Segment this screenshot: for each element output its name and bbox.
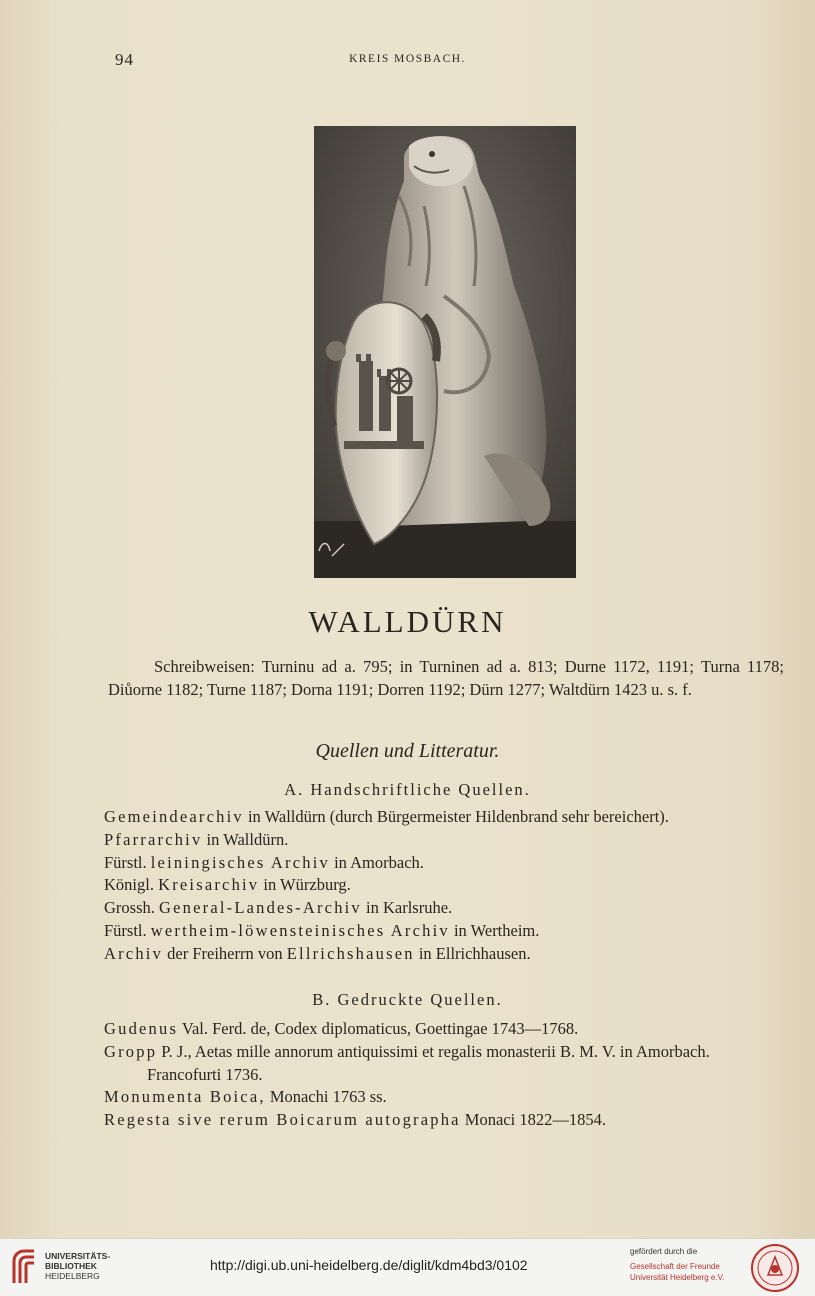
running-head: KREIS MOSBACH. [349, 53, 466, 65]
list-item: Königl. Kreisarchiv in Würzburg. [104, 875, 351, 895]
list-item: Fürstl. wertheim-löwensteinisches Archiv in Wertheim. [104, 920, 540, 940]
place-title: WALLDÜRN [308, 604, 507, 639]
spellings-paragraph: Schreibweisen: Turninu ad a. 795; in Turninen ad a. 813; Durne 1172, 1191; Turna 1178; Diůorne 1182; Turne 1187; Dorna 1191; Dorren 1192; Dürn 1277; Waltdürn 1423 u. s. f. [108, 657, 784, 699]
manuscript-sources-list [104, 806, 784, 966]
list-item: Fürstl. leiningisches Archiv in Amorbach. [104, 852, 424, 872]
printed-sources-list [104, 1018, 784, 1132]
list-item: Gemeindearchiv in Walldürn (durch Bürgermeister Hildenbrand sehr bereichert). [104, 807, 669, 826]
list-item: Gropp P. J., Aetas mille annorum antiquissimi et regalis monasterii B. M. V. in Amorbach. Francofurti 1736. [104, 1041, 710, 1084]
section-a-heading: A. Handschriftliche Quellen. [284, 780, 531, 799]
list-item: Regesta sive rerum Boicarum autographa Monaci 1822—1854. [104, 1110, 606, 1130]
list-item: Archiv der Freiherrn von Ellrichshausen in Ellrichhausen. [104, 943, 531, 963]
list-item: Monumenta Boica, Monachi 1763 ss. [104, 1087, 387, 1107]
list-item: Grossh. General-Landes-Archiv in Karlsruhe. [104, 898, 453, 918]
permalink-url[interactable]: http://digi.ub.uni-heidelberg.de/diglit/kdm4bd3/0102 [210, 1257, 528, 1273]
sponsor-credit[interactable]: gefördert durch die Gesellschaft der Freunde Universität Heidelberg e.V. [630, 1247, 725, 1282]
section-b-heading: B. Gedruckte Quellen. [312, 990, 503, 1009]
lion-statue-plate [314, 126, 576, 578]
university-library-logo-icon[interactable] [10, 1247, 38, 1287]
university-seal-icon[interactable] [750, 1243, 800, 1293]
viewer-footer [0, 1238, 815, 1296]
lion-with-coat-of-arms-illustration [314, 126, 576, 578]
university-library-name[interactable]: UNIVERSITÄTS- BIBLIOTHEK HEIDELBERG [45, 1251, 111, 1281]
page-number: 94 [115, 50, 134, 69]
list-item: Pfarrarchiv in Walldürn. [104, 829, 289, 849]
list-item: Gudenus Val. Ferd. de, Codex diplomaticus, Goettingae 1743—1768. [104, 1019, 579, 1038]
sources-heading: Quellen und Litteratur. [315, 740, 500, 762]
